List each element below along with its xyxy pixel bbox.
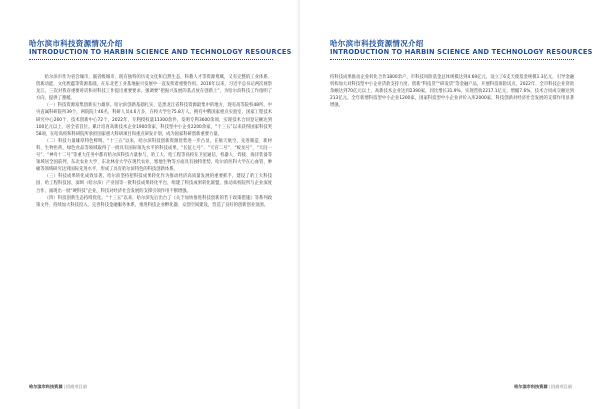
title-divider <box>29 59 273 60</box>
paragraph: 哈尔滨市作为省会城市，副省级城市，既有独特的历史文化和自然生态，科教人才等资源禀赋，又有完整的工业体系、创新动能、文化底蕴等资源基础，在东北老工业基地振兴发展中一直发挥着重要作用。2016年以来，习近平总书记两次视察龙江，三次对我省重要讲话和对科技工作提出重要要求，强调要“把振兴发展的基点放在创新上”，为哈尔滨科技工作指明了方向，提供了遵循。 <box>36 75 272 102</box>
footer-separator: | <box>63 384 65 389</box>
title-divider <box>330 59 574 60</box>
paragraph: 持科技成果推动企业转化合作1800余户，市科技风险基金总体规模达到4.69亿元，设立了6支天使基金规模1.3亿元，引导金融机构加大对科技型中小企业贷款支持力度，创新“科技贷”“研发贷”等金融产品，开展科技保险试点，2022年，全市科技企业贷款余额达到70亿元以上，高新技术企业达到2390家，同比增长31.9%，实现营收2217.1亿元，增幅7.6%，技术合同成交额达到213亿元。全年新增科技型中小企业1200家，国家科技型中小企业评价入库2000家，科技创新对经济社会发展的支撑作用显著增强。 <box>330 75 574 109</box>
body-text <box>36 74 272 356</box>
footer-separator: | <box>548 384 551 389</box>
footer-brand: 哈尔滨市科技资源 <box>29 384 63 389</box>
footer-label: 招商项目册 <box>65 384 87 389</box>
page-footer <box>514 384 572 390</box>
body-text <box>330 74 574 144</box>
page-title: 哈尔滨市科技资源情况介绍 <box>330 39 424 48</box>
right-page <box>300 0 600 409</box>
page-subtitle-en: INTRODUCTION TO HARBIN SCIENCE AND TECHNOLOGY RESOURCES <box>29 48 292 56</box>
page-subtitle-en: INTRODUCTION TO HARBIN SCIENCE AND TECHNOLOGY RESOURCES <box>330 48 593 56</box>
paragraph: （三）科技成果转化成效显著。哈尔滨坚持把科技成果转化作为推动经济高质量发展的重要抓手，建设了哈工大科技园、哈工程科技园、深圳（哈尔滨）产业园等一批科技成果转化平台，组建了科技成果转化联盟，推动高校院所与企业深度合作，涌现出一批“硬科技”企业，科技对经济社会发展的支撑引领作用不断增强。 <box>36 174 272 194</box>
paragraph: （一）科技资源富集创新实力雄厚。哈尔滨创新基础扎实，是黑龙江省科技资源最集中的地方，现有高等院校48所，中央直属科研院所39个，两院院士46名，科研人员4.6万多，在校大学生75.8万人。拥有中俄国家重点实验室、国家工程技术研究中心260个、技术创新中心72个，2022年，专利授权量11300余件，发明专利3600余项，实现技术合同登记额达到100亿元以上，居全省首位。累计培育高新技术企业1900余家，科技型中小企业2200余家，“十三五”以来获得国家科技奖58项，在哈高校和科研院所承担国家重大科研项目和重点研发计划，成为国家科研创新重要力量。 <box>36 103 272 137</box>
footer-brand: 哈尔滨市科技资源 <box>514 384 548 389</box>
paragraph: （四）科技创新生态持续优化。“十三五”以来，哈尔滨先后出台了《关于加快推进科技创新的若干政策措施》等系列政策文件，持续加大科技投入，完善科技金融服务体系，推进科技企业孵化器、众创空间建设，营造了良好的创新创业氛围。 <box>36 195 272 208</box>
paragraph: （二）科技力量雄厚特色鲜明。“十三五”以来，哈尔滨科技创新资源优势进一步凸显，在航天航空、先进制造、新材料、生物医药、绿色食品等领域取得了一批具有国际领先水平的科技成果，“长征七号”、“天宫二号”、“蛟龙号”、“天问一号”、“神舟十二号”等重大任务中都有哈尔滨科技力量参与，哈工大、哈工程等高校在卫星通信、机器人、焊接、海洋装备等领域居全国前列，东北农业大学、东北林业大学在现代农业、寒地生物等方面具有独特优势，哈尔滨医科大学在心血管、肿瘤等领域研究达到国际先进水平，形成了具有哈尔滨特色的科技创新体系。 <box>36 138 272 173</box>
footer-label: 招商项目册 <box>551 384 572 389</box>
page-title: 哈尔滨市科技资源情况介绍 <box>29 39 123 48</box>
page-footer <box>29 384 87 390</box>
